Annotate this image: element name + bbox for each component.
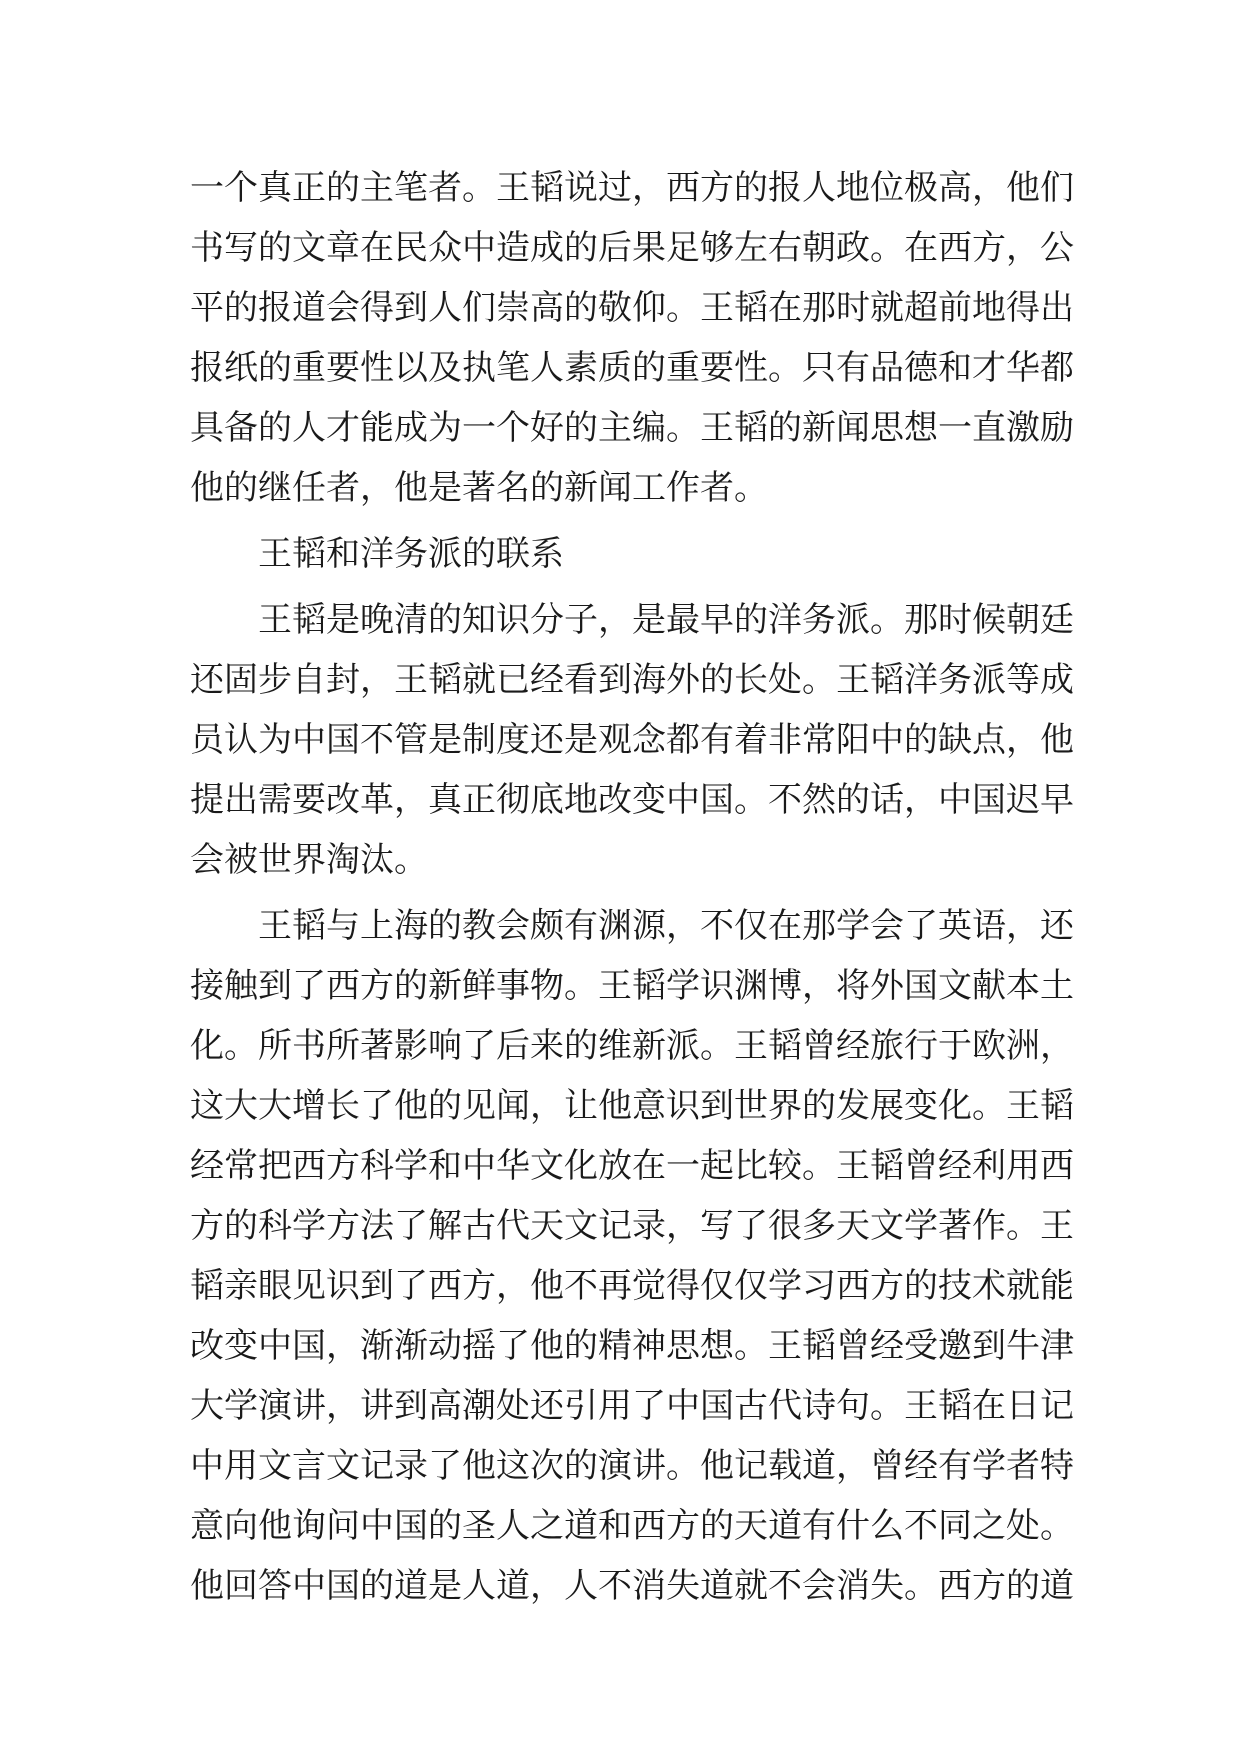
text-line: 王韬是晚清的知识分子，是最早的洋务派。那时候朝廷 [258, 600, 1074, 640]
text-line: 意向他询问中国的圣人之道和西方的天道有什么不同之处。 [190, 1506, 1074, 1546]
heading-text: 王韬和洋务派的联系 [258, 534, 564, 574]
text-line: 报纸的重要性以及执笔人素质的重要性。只有品德和才华都 [190, 348, 1074, 388]
text-line: 经常把西方科学和中华文化放在一起比较。王韬曾经利用西 [190, 1146, 1074, 1186]
text-line: 提出需要改革，真正彻底地改变中国。不然的话，中国迟早 [190, 780, 1074, 820]
text-line: 王韬与上海的教会颇有渊源，不仅在那学会了英语，还 [258, 906, 1074, 946]
paragraph-1 [190, 158, 1074, 518]
text-line: 他回答中国的道是人道，人不消失道就不会消失。西方的道 [190, 1566, 1074, 1606]
text-line: 改变中国，渐渐动摇了他的精神思想。王韬曾经受邀到牛津 [190, 1326, 1074, 1366]
text-line: 这大大增长了他的见闻，让他意识到世界的发展变化。王韬 [190, 1086, 1074, 1126]
section-heading [190, 524, 1070, 584]
text-line: 大学演讲，讲到高潮处还引用了中国古代诗句。王韬在日记 [190, 1386, 1074, 1426]
document-body [190, 158, 1074, 1616]
text-line: 会被世界淘汰。 [190, 840, 428, 880]
text-line: 员认为中国不管是制度还是观念都有着非常阳中的缺点，他 [190, 720, 1074, 760]
text-line: 还固步自封，王韬就已经看到海外的长处。王韬洋务派等成 [190, 660, 1074, 700]
text-line: 一个真正的主笔者。王韬说过，西方的报人地位极高，他们 [190, 168, 1074, 208]
text-line: 中用文言文记录了他这次的演讲。他记载道，曾经有学者特 [190, 1446, 1074, 1486]
text-line: 方的科学方法了解古代天文记录，写了很多天文学著作。王 [190, 1206, 1074, 1246]
text-line: 具备的人才能成为一个好的主编。王韬的新闻思想一直激励 [190, 408, 1074, 448]
text-line: 化。所书所著影响了后来的维新派。王韬曾经旅行于欧洲， [190, 1026, 1074, 1066]
text-line: 接触到了西方的新鲜事物。王韬学识渊博，将外国文献本土 [190, 966, 1074, 1006]
paragraph-3 [190, 896, 1074, 1616]
paragraph-2 [190, 590, 1074, 890]
text-line: 书写的文章在民众中造成的后果足够左右朝政。在西方，公 [190, 228, 1074, 268]
text-line: 他的继任者，他是著名的新闻工作者。 [190, 468, 768, 508]
text-line: 平的报道会得到人们崇高的敬仰。王韬在那时就超前地得出 [190, 288, 1074, 328]
text-line: 韬亲眼见识到了西方，他不再觉得仅仅学习西方的技术就能 [190, 1266, 1074, 1306]
